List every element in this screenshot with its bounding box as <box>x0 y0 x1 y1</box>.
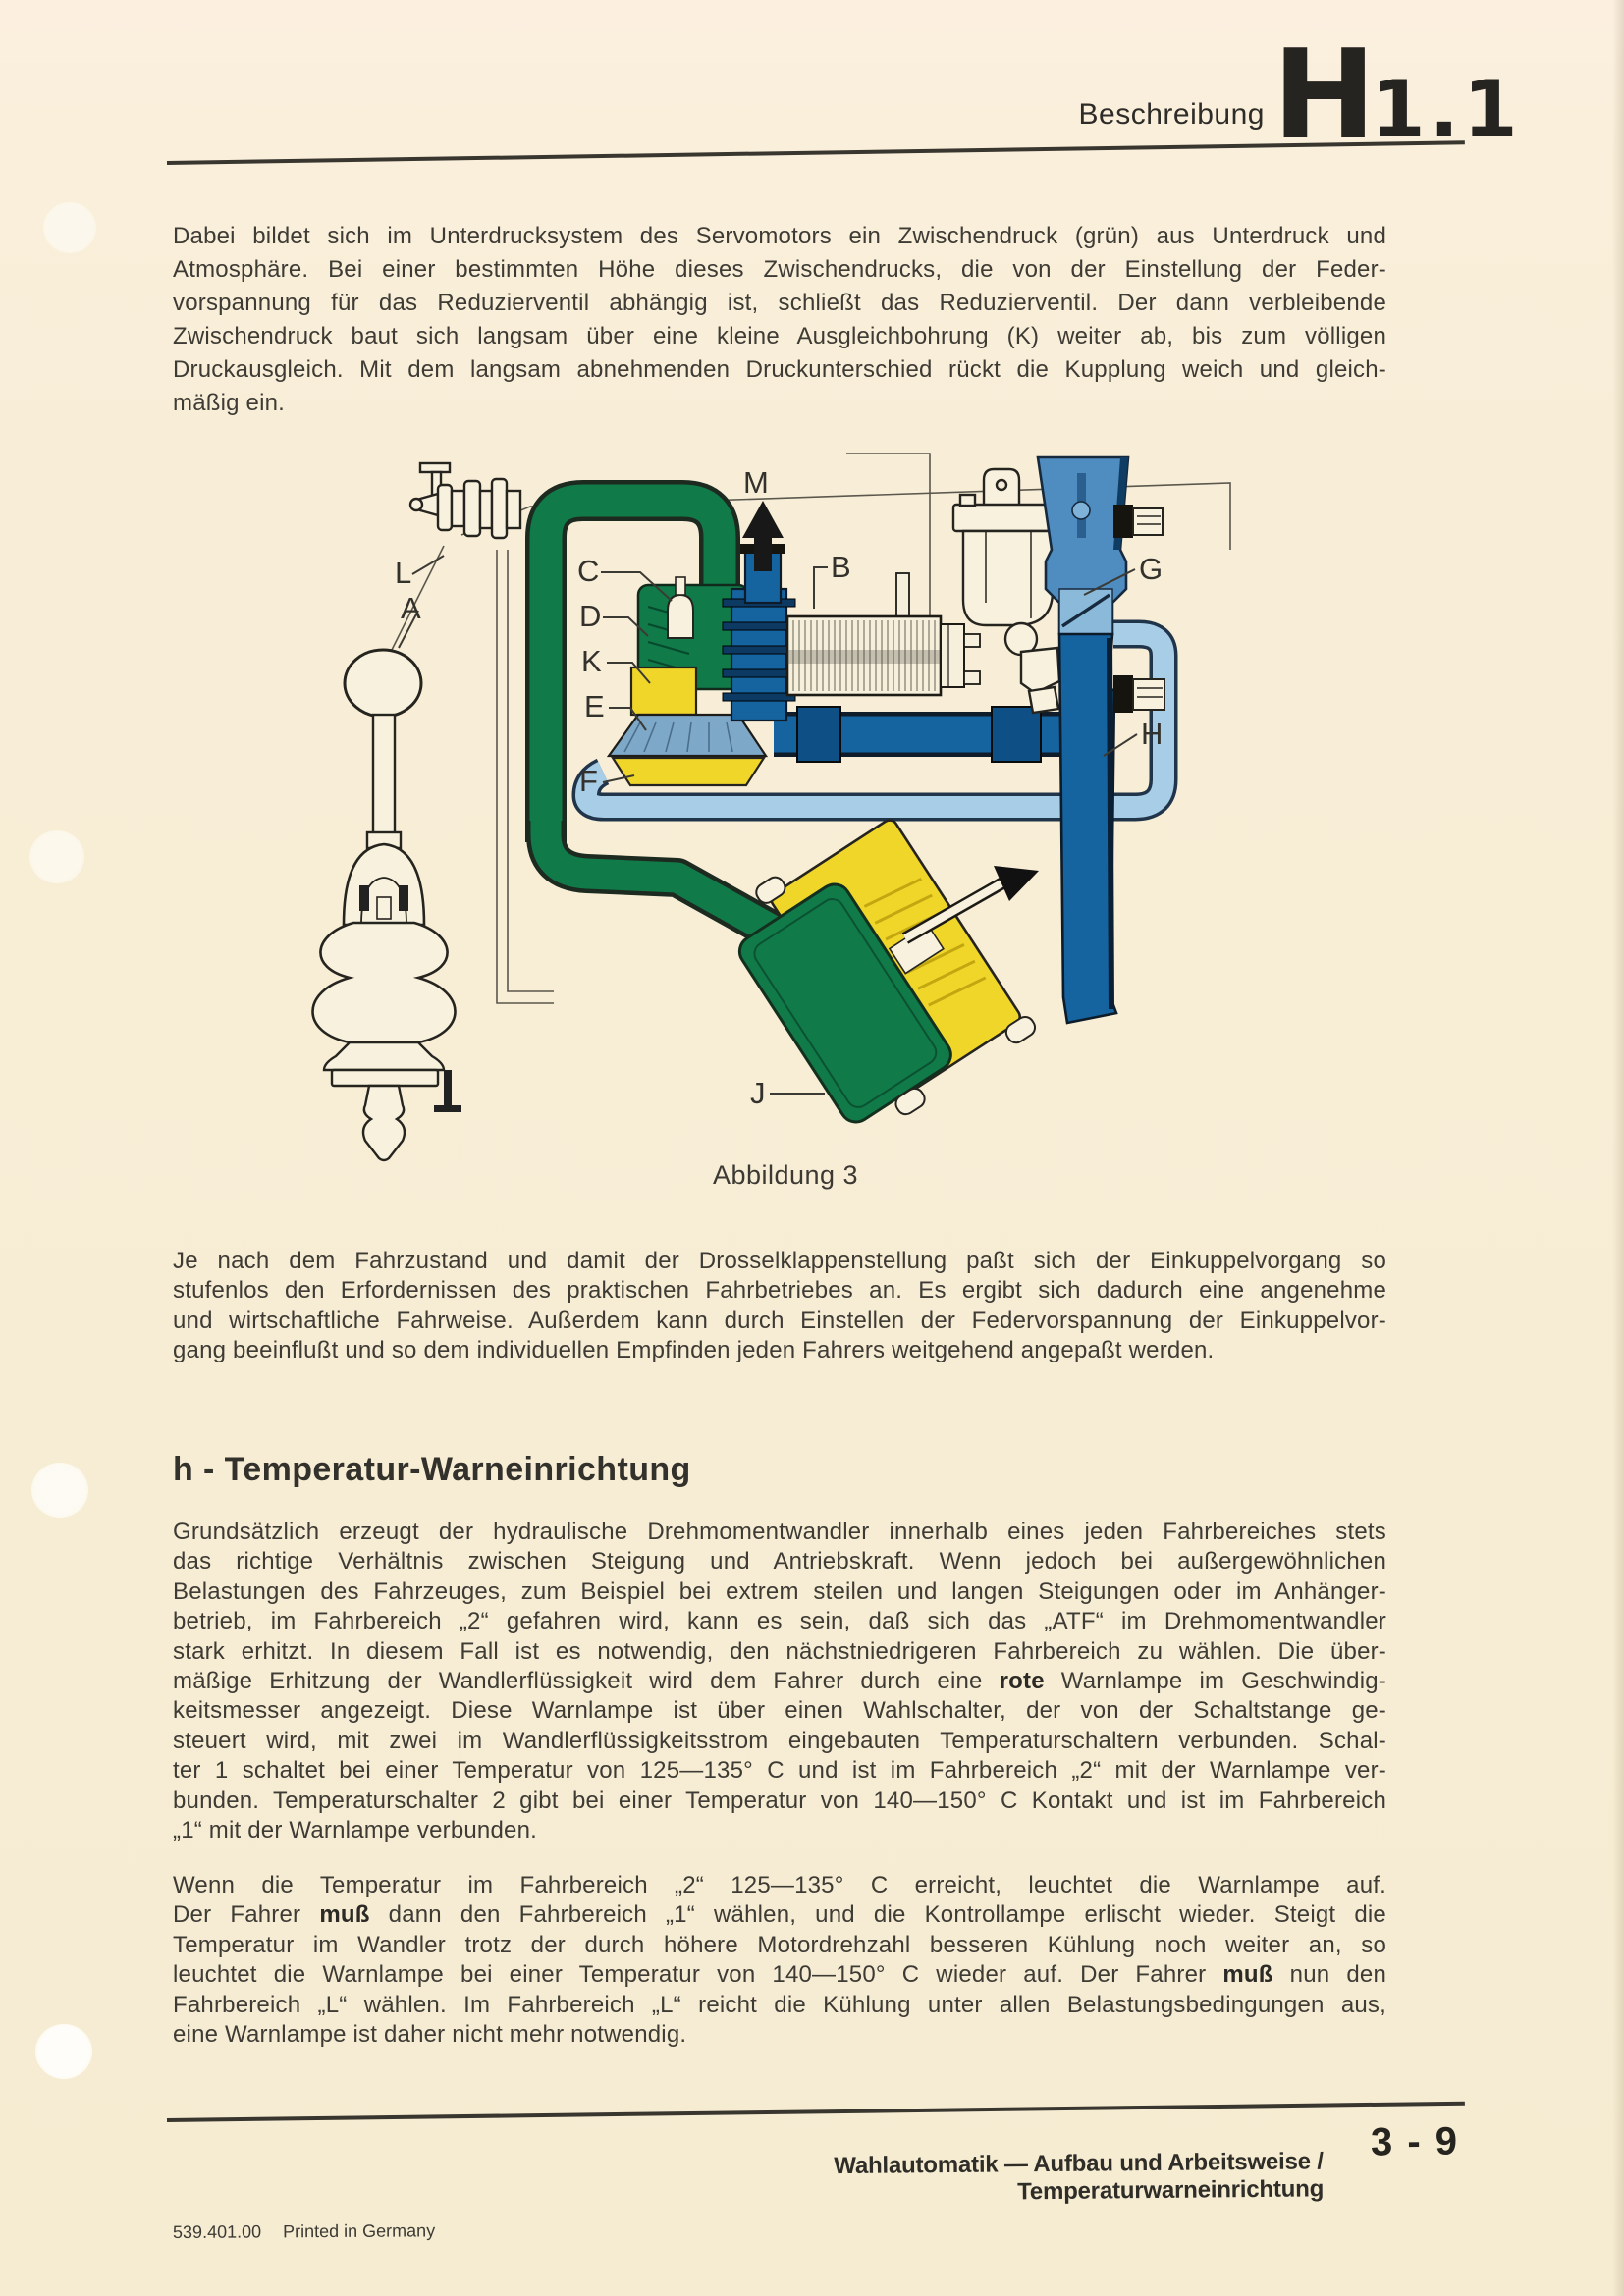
shift-knob <box>345 650 421 717</box>
text-line: stark erhitzt. In diesem Fall ist es notwendig, den nächstniedrigeren Fahrbereich zu wählen. Die über- <box>173 1637 1386 1665</box>
text-line: „1“ mit der Warnlampe verbunden. <box>173 1816 537 1843</box>
header-section-number: 1.1 <box>1371 64 1522 155</box>
footer-title: Wahlautomatik — Aufbau und Arbeitsweise / Temperaturwarneinrichtung <box>834 2148 1325 2206</box>
text-line: Zwischendruck baut sich langsam über eine kleine Ausgleichbohrung (K) weiter ab, bis zum völligen <box>173 323 1386 349</box>
reduzierventil-poppet <box>668 595 693 638</box>
text-line: Der Fahrer muß dann den Fahrbereich „1“ wählen, und die Kontrollampe erlischt wieder. Steigt die <box>173 1901 1386 1929</box>
punch-hole <box>35 2024 92 2079</box>
paragraph-driving <box>173 1247 1386 1366</box>
print-note: Printed in Germany <box>283 2220 436 2242</box>
lower-pan-yellow <box>613 758 764 785</box>
text-line: ter 1 schaltet bei einer Temperatur von 125—135° C und ist im Fahrbereich „2“ mit der Warnlampe ver- <box>173 1757 1386 1785</box>
text-line: Wenn die Temperatur im Fahrbereich „2“ 125—135° C erreicht, leuchtet die Warnlampe auf. <box>173 1872 1386 1898</box>
figure-label-d: D <box>579 599 603 633</box>
figure-label-l: L <box>395 556 413 590</box>
figure-label-m: M <box>743 465 770 500</box>
figure-label-e: E <box>584 689 606 723</box>
gear-shift-lever <box>313 463 521 1160</box>
figure-label-g: G <box>1139 552 1164 586</box>
text-line: Dabei bildet sich im Unterdrucksystem des Servomotors ein Zwischendruck (grün) aus Unterdruck und <box>173 223 1386 249</box>
footer-rule <box>167 2102 1465 2122</box>
figure-label-j: J <box>750 1076 767 1110</box>
text-line: stufenlos den Erfordernissen des praktischen Fahrbetriebes an. Es ergibt sich dadurch eine angenehme <box>173 1277 1386 1305</box>
section-heading-prefix: h - <box>173 1451 215 1488</box>
punch-hole <box>43 202 96 253</box>
section-heading <box>173 1451 691 1489</box>
text-line: mäßige Erhitzung der Wandlerflüssigkeit wird dem Fahrer durch eine rote Warnlampe im Geschwindig- <box>173 1667 1386 1694</box>
paragraph-temperature-1 <box>173 1518 1386 1845</box>
punch-hole <box>29 830 84 883</box>
text-line: vorspannung für das Reduzierventil abhängig ist, schließt das Reduzierventil. Der dann verbleibende <box>173 290 1386 316</box>
text-line: gang beeinflußt und so dem individuellen Empfinden jeden Fahrers weitgehend angepaßt werden. <box>173 1337 1215 1364</box>
figure-caption: Abbildung 3 <box>712 1160 859 1190</box>
text-line: Grundsätzlich erzeugt der hydraulische Drehmomentwandler innerhalb eines jeden Fahrbereiches stets <box>173 1519 1386 1545</box>
figure-label-k: K <box>581 644 603 678</box>
text-line: Atmosphäre. Bei einer bestimmten Höhe dieses Zwischendrucks, die von der Einstellung der Feder- <box>173 256 1386 283</box>
text-line: Belastungen des Fahrzeuges, zum Beispiel bei extrem steilen und langen Steigungen oder im Anhänger- <box>173 1577 1386 1605</box>
punch-hole <box>31 1463 88 1518</box>
footer-page-number: 3 - 9 <box>1370 2119 1460 2164</box>
print-code: 539.401.00 <box>172 2221 262 2242</box>
text-line: leuchtet die Warnlampe bei einer Temperatur von 140—150° C wieder auf. Der Fahrer muß nun den <box>173 1961 1386 1989</box>
text-line: Je nach dem Fahrzustand und damit der Drosselklappenstellung paßt sich der Einkuppelvorgang so <box>173 1248 1386 1274</box>
figure-label-h: H <box>1141 717 1164 751</box>
header-section-label: Beschreibung <box>1078 98 1265 131</box>
text-line: keitsmesser angezeigt. Diese Warnlampe ist über einen Wahlschalter, der von der Schaltstange ge- <box>173 1697 1386 1725</box>
text-line: steuert wird, mit zwei im Wandlerflüssigkeitsstrom eingebauten Temperaturschaltern verbunden. Schal- <box>173 1727 1386 1754</box>
paragraph-intro <box>173 220 1386 420</box>
text-line: mäßig ein. <box>173 390 286 416</box>
paragraph-temperature-2 <box>173 1871 1386 2050</box>
text-line: betrieb, im Fahrbereich „2“ gefahren wird, kann es sein, daß sich das „ATF“ im Drehmomentwandler <box>173 1608 1386 1635</box>
text-line: Druckausgleich. Mit dem langsam abnehmenden Druckunterschied rückt die Kupplung weich und gleich- <box>173 356 1386 383</box>
figure-label-c: C <box>577 554 601 588</box>
print-info <box>173 2220 435 2243</box>
pressure-pipe-blue <box>774 707 1078 762</box>
text-line: Temperatur im Wandler trotz der durch höhere Motordrehzahl besseren Kühlung noch weiter an, so <box>173 1931 1386 1958</box>
section-heading-title: Temperatur-Warneinrichtung <box>224 1451 691 1488</box>
text-line: das richtige Verhältnis zwischen Steigung und Antriebskraft. Wenn jedoch bei außergewöhnlichen <box>173 1548 1386 1575</box>
figure-label-b: B <box>831 550 852 584</box>
figure-label-f: F <box>579 764 599 798</box>
lever-boot <box>313 923 456 1042</box>
figure-abbildung-3 <box>245 422 1326 1217</box>
header-section-letter: H <box>1272 23 1377 167</box>
text-line: und wirtschaftliche Fahrweise. Außerdem kann durch Einstellen der Federvorspannung der Einkuppelvor- <box>173 1307 1386 1334</box>
valve-block-yellow <box>631 667 696 715</box>
text-line: Fahrbereich „L“ wählen. Im Fahrbereich „L“ reicht die Kühlung unter allen Belastungsbedingungen aus, <box>173 1991 1386 2018</box>
text-line: bunden. Temperaturschalter 2 gibt bei einer Temperatur von 140—150° C Kontakt und ist im Fahrbereich <box>173 1787 1386 1814</box>
text-line: eine Warnlampe ist daher nicht mehr notwendig. <box>173 2020 687 2048</box>
figure-label-a: A <box>401 591 422 625</box>
solenoid-drum <box>787 573 980 695</box>
header-rule <box>167 140 1465 165</box>
